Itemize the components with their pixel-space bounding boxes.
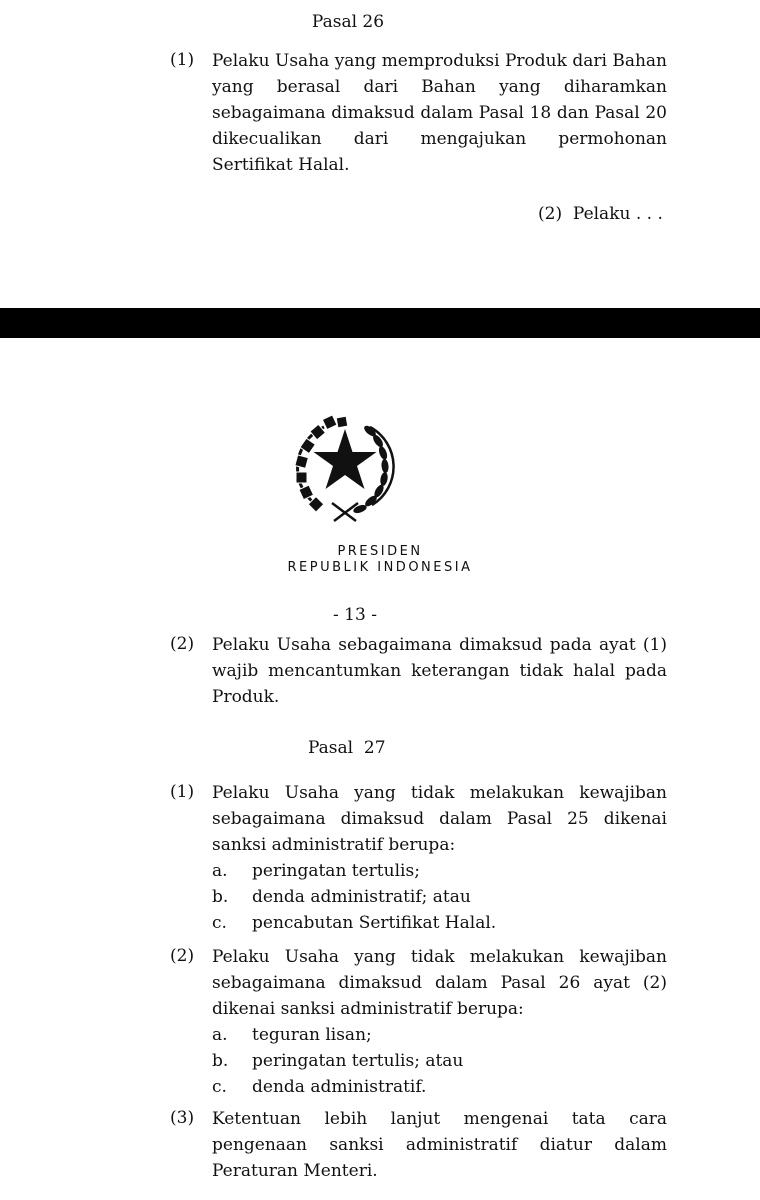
text-line: sanksi administratif berupa: xyxy=(212,835,456,855)
pasal-27-ayat-1-text xyxy=(212,780,667,858)
text-line: dikenai sanksi administratif berupa: xyxy=(212,999,524,1019)
list-item: c. pencabutan Sertifikat Halal. xyxy=(212,913,497,933)
pasal-27-ayat-1-number: (1) xyxy=(170,782,195,802)
list-item: a. peringatan tertulis; xyxy=(212,861,420,881)
text-line: Ketentuan lebih lanjut mengenai tata cara xyxy=(212,1109,667,1129)
page-separator-bar xyxy=(0,308,760,338)
text-line: wajib mencantumkan keterangan tidak halal pada xyxy=(212,661,667,681)
text-line: Pelaku Usaha yang memproduksi Produk dari Bahan xyxy=(212,51,667,71)
text-line: sebagaimana dimaksud dalam Pasal 25 dikenai xyxy=(212,809,667,829)
pasal-27-ayat-3-text xyxy=(212,1106,667,1184)
text-line: sebagaimana dimaksud dalam Pasal 18 dan Pasal 20 xyxy=(212,103,667,123)
text-line: Pelaku Usaha yang tidak melakukan kewajiban xyxy=(212,947,667,967)
pasal-26-ayat-1-number: (1) xyxy=(170,50,195,70)
pasal-27-ayat-2-number: (2) xyxy=(170,946,195,966)
text-line: dikecualikan dari mengajukan permohonan xyxy=(212,129,667,149)
pasal-26-heading: Pasal 26 xyxy=(311,12,385,32)
text-line: Pelaku Usaha sebagaimana dimaksud pada ayat (1) xyxy=(212,635,667,655)
pasal-26-ayat-1-text xyxy=(212,48,667,178)
text-line: Pelaku Usaha yang tidak melakukan kewajiban xyxy=(212,783,667,803)
pasal-27-ayat-3-number: (3) xyxy=(170,1108,195,1128)
pasal-26-ayat-2-text xyxy=(212,632,667,710)
letterhead-line-1: PRESIDEN xyxy=(337,544,423,559)
text-line: sebagaimana dimaksud dalam Pasal 26 ayat (2) xyxy=(212,973,667,993)
text-line: pengenaan sanksi administratif diatur dalam xyxy=(212,1135,667,1155)
presidential-seal-icon xyxy=(280,405,410,530)
pasal-26-ayat-2-number: (2) xyxy=(170,634,195,654)
list-item: b. peringatan tertulis; atau xyxy=(212,1051,464,1071)
pasal-27-ayat-2-text xyxy=(212,944,667,1022)
page-number: - 13 - xyxy=(333,605,377,625)
text-line: Sertifikat Halal. xyxy=(212,155,350,175)
list-item: c. denda administratif. xyxy=(212,1077,427,1097)
text-line: Produk. xyxy=(212,687,280,707)
letterhead-line-2: REPUBLIK INDONESIA xyxy=(287,560,473,575)
text-line: Peraturan Menteri. xyxy=(212,1161,378,1181)
list-item: a. teguran lisan; xyxy=(212,1025,372,1045)
pasal-27-heading: Pasal 27 xyxy=(308,738,386,758)
text-line: yang berasal dari Bahan yang diharamkan xyxy=(212,77,667,97)
continuation-catchword: (2) Pelaku . . . xyxy=(538,204,663,224)
list-item: b. denda administratif; atau xyxy=(212,887,471,907)
